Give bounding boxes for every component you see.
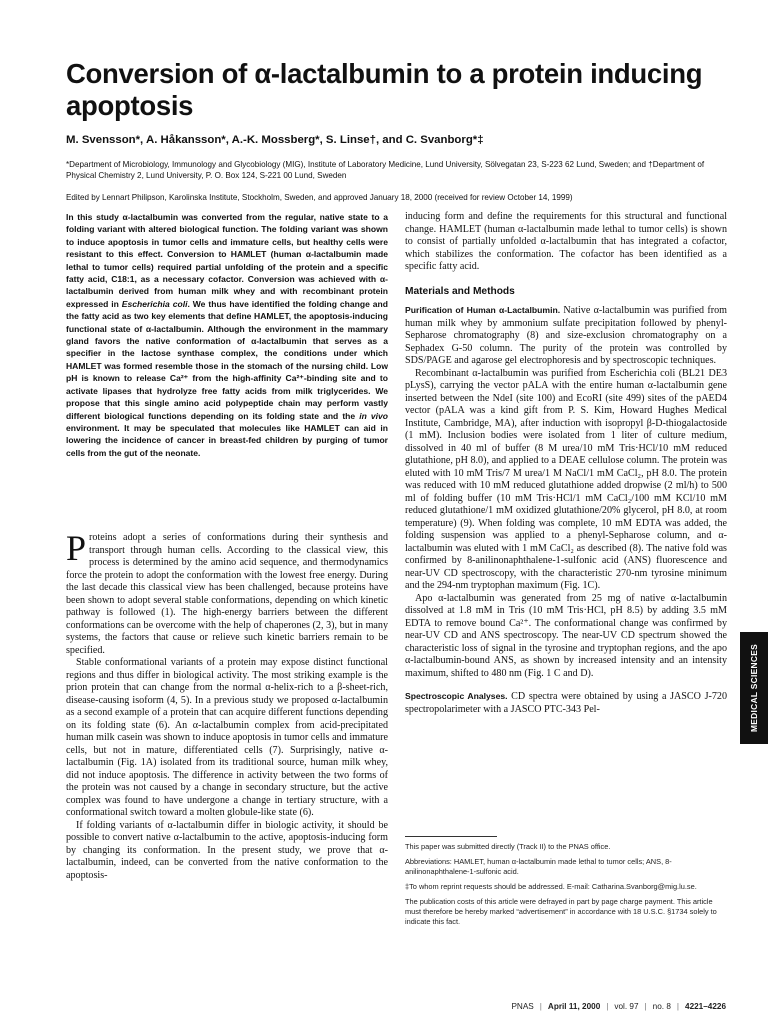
footnote-abbreviations: Abbreviations: HAMLET, human α-lactalbumin made lethal to tumor cells; ANS, 8-anilinonaphthalene-1-sulfonic acid. — [405, 857, 672, 876]
intro-paragraph-1 — [66, 528, 388, 657]
footer-issue: no. 8 — [652, 1002, 671, 1011]
methods-heading: Materials and Methods — [405, 285, 515, 297]
footer-pages: 4221–4226 — [685, 1002, 726, 1011]
abstract-italic-2: in vivo — [359, 410, 388, 421]
purification-text: Native α-lactalbumin was purified from human milk whey by ammonium sulfate precipitation followed by phenyl-Sepharose chromatography (8) and size-exclusion chromatography on a Sephadex G-50 column. The purity of the protein was controlled by SDS/PAGE and agarose gel electrophoresis and by spectroscopic techniques. — [405, 305, 728, 366]
intro-paragraph-3: If folding variants of α-lactalbumin differ in biologic activity, it should be possible to convert native α-lactalbumin to the active, apoptosis-inducing form by changing its conformation. In the present study, we prove that α-lactalbumin, indeed, can be converted from the native conformation to the apoptosis- — [66, 819, 388, 881]
affiliations: *Department of Microbiology, Immunology and Glycobiology (MIG), Institute of Laboratory Medicine, Lund University, Sölvegatan 23, S-223 62 Lund, Sweden; and †Department of Physical Chemistry 2, Lund University, P. O. Box 124, S-221 00 Lund, Sweden — [66, 160, 705, 180]
right-column — [405, 211, 727, 716]
purification-paragraph — [405, 304, 727, 368]
abstract — [66, 211, 388, 459]
abstract-part-3: environment. It may be speculated that molecules like HAMLET can aid in lowering the incidence of cancer in breast-fed children by purging of tumor cells from the gut of the neonate. — [66, 422, 388, 458]
article-title: Conversion of α-lactalbumin to a protein inducing apoptosis — [66, 58, 703, 121]
footnote-reprints: ‡To whom reprint requests should be addressed. E-mail: Catharina.Svanborg@mig.lu.se. — [405, 882, 697, 891]
footnote-submitted: This paper was submitted directly (Track II) to the PNAS office. — [405, 842, 611, 851]
abstract-italic-1: Escherichia coli — [121, 298, 188, 309]
footer-journal: PNAS — [511, 1002, 534, 1011]
spectroscopic-paragraph — [405, 690, 727, 716]
apo-paragraph: Apo α-lactalbumin was generated from 25 mg of native α-lactalbumin dissolved at 1.8 mM in Tris (10 mM Tris·HCl, pH 8.5) by adding 3.5 mM EDTA to remove bound Ca²⁺. The conformational change was confirmed by near-UV CD and ANS spectroscopy. The near-UV CD spectrum showed the characteristic loss of signal in the tyrosine and tryptophan regions, and the apo α-lactalbumin-bound ANS, as shown by increased intensity and an intensity maximum, shifted to 480 nm (Fig. 1 C and D). — [405, 592, 727, 679]
drop-cap: P — [66, 528, 87, 568]
intro-p1-text: roteins adopt a series of conformations during their synthesis and transport through human cells. According to the classical view, this process is determined by the amino acid sequence, and thermodynamics force the protein to adopt the conformation with the lowest free energy. During the last decade this classical view has been challenged, because proteins have been shown to adopt several stable conformations, depending on which kinetic pathway is followed (1). The high-energy barriers between the different conformations can be overcome with the help of chaperones (2, 3), but in many systems, the factors that cause or relieve such kinetic barriers remain to be specified. — [66, 532, 388, 656]
section-side-tab — [740, 632, 768, 744]
recombinant-paragraph: Recombinant α-lactalbumin was purified from Escherichia coli (BL21 DE3 pLysS), carrying the vector pALA with the entire human α-lactalbumin gene inserted between the NdeI (site 100) and EcoRI (site 499) sites of the pAED4 vector (pALA was a kind gift from P. S. Kim, Howard Hughes Medical Institute, Cambridge, MA), after induction with isopropyl β-D-thiogalactoside (1 mM). Inclusion bodies were isolated from 1 liter of culture medium, dissolved in 40 ml of buffer (8 M urea/10 mM Tris·HCl/10 mM reduced glutathione, pH 8.0), and applied to a DEAE cellulose column. The protein was eluted with 10 mM Tris/7 M urea/1 M NaCl/1 mM CaCl₂, pH 8.0. The protein was reduced with 10 mM reduced glutathione added dropwise (2 ml/h) to 500 ml of folding buffer (10 mM Tris·HCl/1 mM CaCl₂/100 mM KCl/10 mM reduced glutathione/1 mM oxidized glutathione/20% glycerol, pH 8.0, at room temperature) (9). When folding was complete, 10 mM EDTA was added, the folding suspension was applied to a phenyl-Sepharose column, and α-lactalbumin was eluted with 1 mM CaCl₂ as described (8). The native fold was confirmed by 8-anilinonaphthalene-1-sulfonic acid (ANS) fluorescence and near-UV CD spectroscopy, with the characteristic 270-nm tyrosine minimum and the 294-nm tryptophan maximum (Fig. 1C). — [405, 367, 727, 591]
introduction — [66, 528, 388, 882]
page-footer: PNAS | April 11, 2000 | vol. 97 | no. 8 | 4221–4226 — [511, 1002, 726, 1011]
spectroscopic-text: CD spectra were obtained by using a JASCO J-720 spectropolarimeter with a JASCO PTC-343 Pel- — [405, 691, 727, 715]
side-tab-label: MEDICAL SCIENCES — [749, 644, 760, 732]
abstract-part-2: . We thus have identified the folding change and the fatty acid as two key elements that define HAMLET, the apoptosis-inducing functional state of α-lactalbumin. Although the environment in the mammary gland favors the native conformation of α-lactalbumin that serves as a specifier in the lactose synthase complex, the conditions under which HAMLET was formed resemble those in the stomach of the nursing child. Low pH is known to release Ca²⁺ from the high-affinity Ca²⁺-binding site and to activate lipases that hydrolyze free fatty acids from milk triglycerides. We propose that this single amino acid polypeptide chain may perform vastly different biological functions depending on its folding state and the — [66, 298, 388, 421]
author-list: M. Svensson*, A. Håkansson*, A.-K. Mossberg*, S. Linse†, and C. Svanborg*‡ — [66, 134, 484, 146]
footer-volume: vol. 97 — [614, 1002, 639, 1011]
intro-paragraph-2: Stable conformational variants of a protein may expose distinct functional regions and thus differ in biological activity. The most striking example is the prion protein that can change from the normal α-helix-rich to a β-sheet-rich, disease-causing isoform (4, 5). In a previous study we proposed α-lactalbumin as a second example of a protein that can acquire different functions depending on its folding state (6). An α-lactalbumin complex from acid-precipitated human milk casein was shown to induce apoptosis in tumor cells and immature cells, but not in mature, differentiated cells (7). Surprisingly, native α-lactalbumin (Fig. 1A) isolated from its traditional source, human milk whey, did not induce apoptosis. The difference in activity between the two forms of the protein was not caused by a change in secondary structure, but the active complex was found to have undergone a change in tertiary structure, with a conformational switch toward a molten globule-like state (6). — [66, 657, 388, 818]
edited-by-line: Edited by Lennart Philipson, Karolinska Institute, Stockholm, Sweden, and approved January 18, 2000 (received for review October 14, 1999) — [66, 193, 573, 202]
abstract-part-1: In this study α-lactalbumin was converted from the regular, native state to a folding variant with altered biological function. The folding variant was shown to induce apoptosis in tumor cells and immature cells, but healthy cells were resistant to this effect. Conversion to HAMLET (human α-lactalbumin made lethal to tumor cells) required partial unfolding of the protein and a specific fatty acid, C18:1, as a necessary cofactor. Conversion was achieved with α-lactalbumin derived from human milk whey and with recombinant protein expressed in — [66, 212, 388, 309]
footnotes — [405, 836, 727, 932]
purification-heading: Purification of Human α-Lactalbumin. — [405, 305, 561, 315]
spectroscopic-heading: Spectroscopic Analyses. — [405, 691, 508, 701]
footnote-publication: The publication costs of this article were defrayed in part by page charge payment. This article must therefore be hereby marked “advertisement” in accordance with 18 U.S.C. §1734 solely to indicate this fact. — [405, 897, 717, 926]
footer-date: April 11, 2000 — [547, 1002, 601, 1011]
intro-continued: inducing form and define the requirements for this structural and functional change. HAMLET (human α-lactalbumin made lethal to tumor cells) is shown to consist of partially unfolded α-lactalbumin that has integrated a cofactor, which stabilizes the conformation. The cofactor has been identified as a specific fatty acid. — [405, 211, 727, 272]
footnote-rule — [405, 836, 497, 837]
